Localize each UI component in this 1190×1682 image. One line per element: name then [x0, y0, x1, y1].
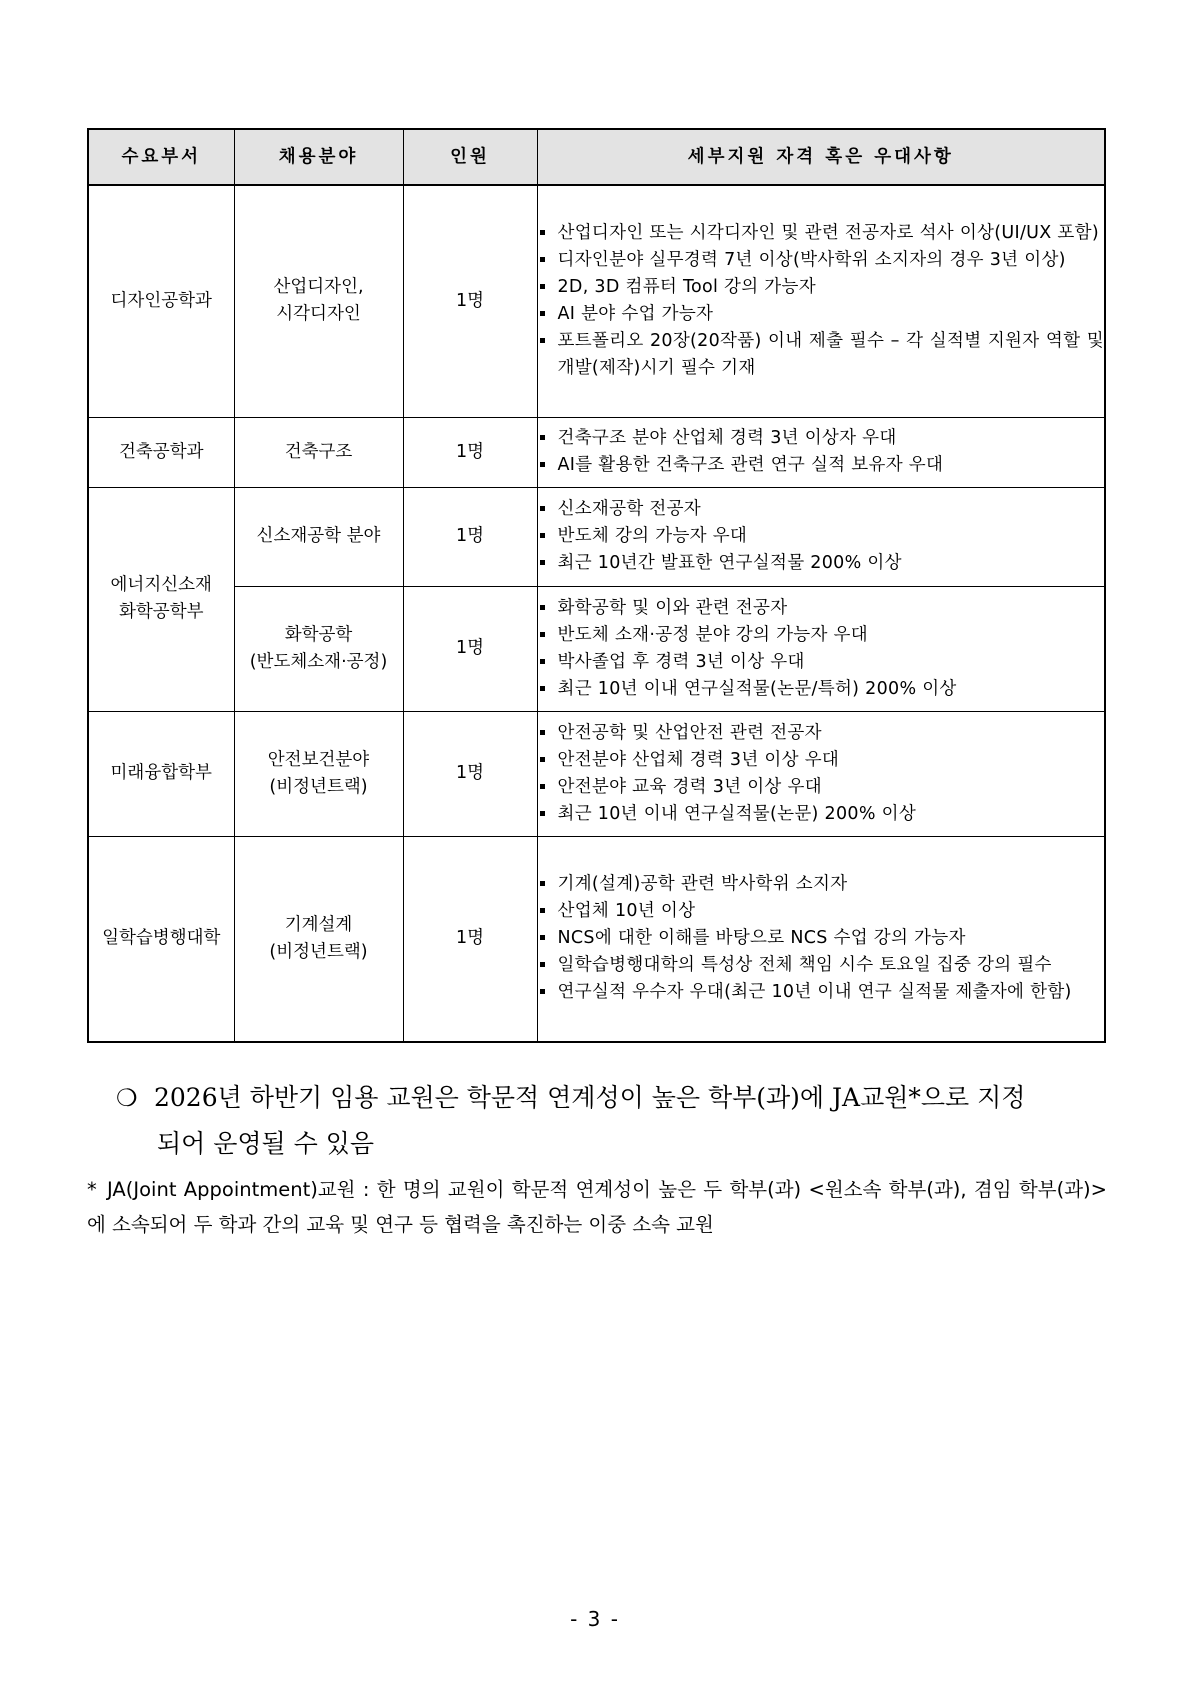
cell-field: 기계설계 (비정년트랙) [234, 836, 403, 1042]
list-item: 박사졸업 후 경력 3년 이상 우대 [538, 649, 1105, 676]
list-item: 건축구조 분야 산업체 경력 3년 이상자 우대 [538, 425, 1105, 452]
cell-count: 1명 [403, 417, 537, 487]
table-header-row [88, 129, 1105, 185]
table-row [88, 711, 1105, 836]
detail-list [538, 595, 1105, 703]
cell-details [537, 185, 1105, 417]
list-item: 포트폴리오 20장(20작품) 이내 제출 필수 – 각 실적별 지원자 역할 및 개발(제작)시기 필수 기재 [538, 328, 1105, 382]
cell-field: 신소재공학 분야 [234, 487, 403, 586]
list-item: 연구실적 우수자 우대(최근 10년 이내 연구 실적물 제출자에 한함) [538, 979, 1105, 1006]
header-count: 인원 [403, 129, 537, 185]
cell-field: 화학공학 (반도체소재·공정) [234, 586, 403, 711]
cell-field: 건축구조 [234, 417, 403, 487]
detail-list [538, 425, 1105, 479]
recruitment-table [87, 128, 1106, 1043]
footnote-text: JA(Joint Appointment)교원 : 한 명의 교원이 학문적 연계성이 높은 두 학부(과) <원소속 학부(과), 겸임 학부(과)>에 소속되어 두 학과 간의 교육 및 연구 등 협력을 촉진하는 이중 소속 교원 [87, 1178, 1107, 1236]
list-item: NCS에 대한 이해를 바탕으로 NCS 수업 강의 가능자 [538, 925, 1105, 952]
list-item: 최근 10년 이내 연구실적물(논문) 200% 이상 [538, 801, 1105, 828]
list-item: 신소재공학 전공자 [538, 496, 1105, 523]
note-line-2: 되어 운영될 수 있음 [157, 1129, 375, 1158]
cell-count: 1명 [403, 185, 537, 417]
list-item: 최근 10년간 발표한 연구실적물 200% 이상 [538, 550, 1105, 577]
header-field: 채용분야 [234, 129, 403, 185]
detail-list [538, 220, 1105, 382]
cell-count: 1명 [403, 586, 537, 711]
cell-count: 1명 [403, 711, 537, 836]
table-row [88, 185, 1105, 417]
list-item: 기계(설계)공학 관련 박사학위 소지자 [538, 871, 1105, 898]
header-details: 세부지원 자격 혹은 우대사항 [537, 129, 1105, 185]
page-number: - 3 - [570, 1607, 620, 1631]
list-item: 산업디자인 또는 시각디자인 및 관련 전공자로 석사 이상(UI/UX 포함) [538, 220, 1105, 247]
list-item: 안전공학 및 산업안전 관련 전공자 [538, 720, 1105, 747]
cell-dept: 미래융합학부 [88, 711, 234, 836]
table-row [88, 487, 1105, 586]
cell-dept: 디자인공학과 [88, 185, 234, 417]
table-row [88, 586, 1105, 711]
cell-dept: 건축공학과 [88, 417, 234, 487]
list-item: AI를 활용한 건축구조 관련 연구 실적 보유자 우대 [538, 452, 1105, 479]
cell-count: 1명 [403, 836, 537, 1042]
table-body [88, 185, 1105, 1042]
cell-dept: 에너지신소재 화학공학부 [88, 487, 234, 711]
list-item: 화학공학 및 이와 관련 전공자 [538, 595, 1105, 622]
list-item: 디자인분야 실무경력 7년 이상(박사학위 소지자의 경우 3년 이상) [538, 247, 1105, 274]
header-dept: 수요부서 [88, 129, 234, 185]
cell-count: 1명 [403, 487, 537, 586]
cell-details [537, 417, 1105, 487]
footnote-marker: * [87, 1178, 97, 1201]
list-item: 안전분야 산업체 경력 3년 이상 우대 [538, 747, 1105, 774]
list-item: 반도체 강의 가능자 우대 [538, 523, 1105, 550]
cell-details [537, 711, 1105, 836]
detail-list [538, 871, 1105, 1006]
note-line-1: 2026년 하반기 임용 교원은 학문적 연계성이 높은 학부(과)에 JA교원*으로 지정 [154, 1083, 1026, 1112]
list-item: 최근 10년 이내 연구실적물(논문/특허) 200% 이상 [538, 676, 1105, 703]
list-item: 반도체 소재·공정 분야 강의 가능자 우대 [538, 622, 1105, 649]
list-item: 2D, 3D 컴퓨터 Tool 강의 가능자 [538, 274, 1105, 301]
table-row [88, 417, 1105, 487]
list-item: 안전분야 교육 경력 3년 이상 우대 [538, 774, 1105, 801]
table-row [88, 836, 1105, 1042]
detail-list [538, 720, 1105, 828]
cell-details [537, 836, 1105, 1042]
footnote [87, 1172, 1107, 1242]
joint-appointment-note [116, 1075, 1104, 1166]
list-item: 산업체 10년 이상 [538, 898, 1105, 925]
cell-dept: 일학습병행대학 [88, 836, 234, 1042]
cell-field: 안전보건분야 (비정년트랙) [234, 711, 403, 836]
list-item: 일학습병행대학의 특성상 전체 책임 시수 토요일 집중 강의 필수 [538, 952, 1105, 979]
circle-bullet-icon: ❍ [116, 1084, 138, 1112]
cell-field: 산업디자인, 시각디자인 [234, 185, 403, 417]
cell-details [537, 586, 1105, 711]
detail-list [538, 496, 1105, 577]
list-item: AI 분야 수업 가능자 [538, 301, 1105, 328]
cell-details [537, 487, 1105, 586]
